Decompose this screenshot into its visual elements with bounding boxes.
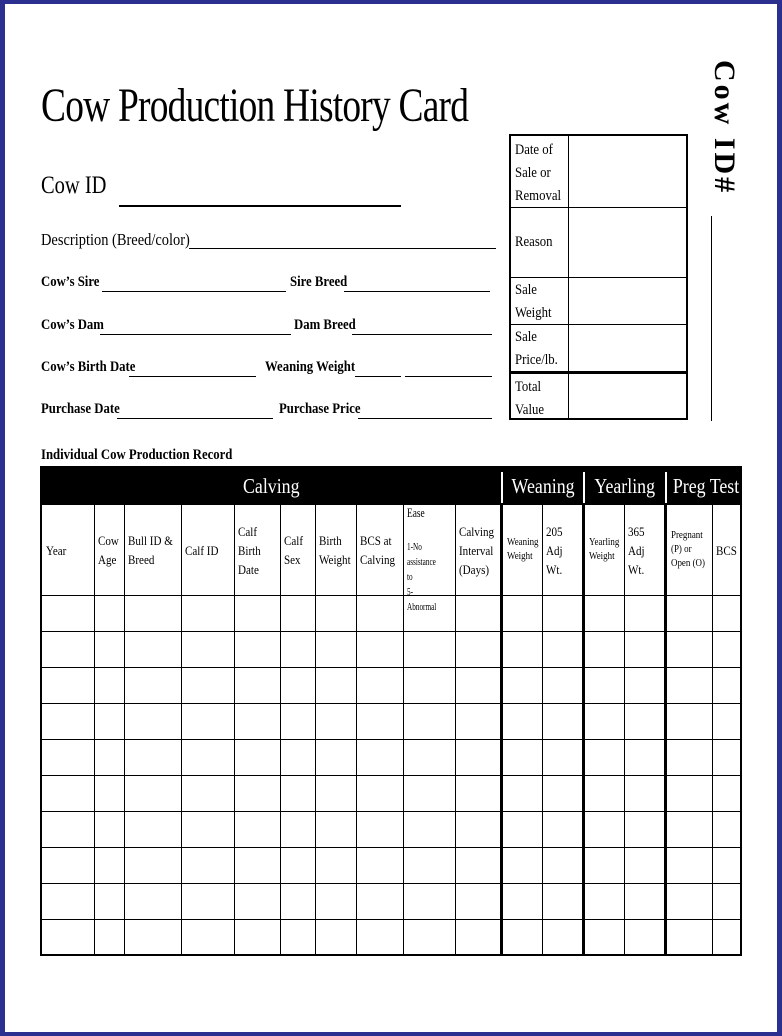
purchase-date-input-line[interactable] [117,418,273,419]
sale-date-label-1: Date of [515,142,553,158]
col-header-205-adj-wt-text: 205 Adj Wt. [546,523,563,577]
col-header-yearling-weight-text: Yearling Weight [589,537,620,562]
group-yearling [585,468,665,505]
col-header-year-text: Year [46,542,67,558]
col-header-bull-id-text: Bull ID & Breed [128,533,173,567]
reason-label: Reason [515,234,553,250]
col-header-cow-age [94,505,124,595]
sale-price-label-1: Sale [515,329,537,345]
sale-date-label-3: Removal [515,188,562,204]
weaning-weight-input-line-2[interactable] [405,376,492,377]
col-header-365-adj-wt-text: 365 Adj Wt. [628,523,645,577]
description-label: Description (Breed/color) [41,230,190,249]
col-header-yearling-weight [585,505,624,595]
col-header-calf-id [181,505,234,595]
col-header-calving-interval [455,505,500,595]
col-header-bcs-text: BCS [716,542,737,558]
col-header-bull-id [124,505,181,595]
col-header-calving-interval-text: Calving Interval (Days) [459,523,494,577]
sale-weight-label-2: Weight [515,305,552,321]
sale-price-label-2: Price/lb. [515,352,558,368]
col-header-calf-birth-date [234,505,280,595]
col-header-birth-weight-text: Birth Weight [319,533,351,567]
total-value-label-2: Value [515,402,545,418]
col-header-calf-birth-date-text: Calf Birth Date [238,523,261,577]
dam-label: Cow’s Dam [41,317,104,333]
vertical-cow-id-label: Cow ID# [708,60,741,196]
dam-breed-label: Dam Breed [294,317,356,333]
dam-input-line[interactable] [100,334,291,335]
col-header-365-adj-wt [624,505,664,595]
col-header-pregnant-open [667,505,712,595]
purchase-price-label: Purchase Price [279,401,361,417]
col-header-calf-id-text: Calf ID [185,542,219,558]
col-header-bcs-calving-text: BCS at Calving [360,533,395,567]
sire-breed-label: Sire Breed [290,274,348,290]
group-preg-test [667,468,742,505]
card-page [5,4,777,1032]
sale-weight-label-1: Sale [515,282,537,298]
group-weaning [503,468,583,505]
record-title: Individual Cow Production Record [41,447,233,463]
group-yearling-label: Yearling [594,474,656,498]
sire-input-line[interactable] [102,291,286,292]
sire-breed-input-line[interactable] [344,291,490,292]
group-preg-test-label: Preg Test [672,474,740,498]
col-header-bcs [712,505,742,595]
col-header-calf-sex [280,505,315,595]
col-header-calving-ease [403,486,455,613]
col-header-weaning-weight-text: Weaning Weight [507,537,539,562]
col-header-calving-ease-scale: 1-No assistance to 5-Abnormal [407,541,437,613]
vertical-cow-id-line[interactable] [711,216,712,421]
group-weaning-label: Weaning [511,474,575,498]
record-entry-area[interactable] [42,595,740,954]
col-header-birth-weight [315,505,356,595]
col-header-weaning-weight [503,505,542,595]
cow-id-label: Cow ID [41,172,107,199]
purchase-price-input-line[interactable] [358,418,492,419]
col-header-calf-sex-text: Calf Sex [284,533,304,567]
description-input-line[interactable] [189,248,496,249]
total-value-label-1: Total [515,379,542,395]
weaning-weight-label: Weaning Weight [265,359,356,375]
col-header-calving-ease-title: Calving Ease [407,486,437,520]
col-header-cow-age-text: Cow Age [98,533,119,567]
purchase-date-label: Purchase Date [41,401,120,417]
production-record-table [40,466,742,956]
sale-removal-box [509,134,688,420]
birth-date-label: Cow’s Birth Date [41,359,136,375]
sire-label: Cow’s Sire [41,274,100,290]
card-title: Cow Production History Card [41,79,469,132]
col-header-pregnant-open-text: Pregnant (P) or Open (O) [671,530,705,569]
col-header-bcs-calving [356,505,403,595]
sale-date-label-2: Sale or [515,165,551,181]
group-calving-label: Calving [243,474,300,498]
col-header-year [42,505,94,595]
col-header-205-adj-wt [542,505,582,595]
birth-date-input-line[interactable] [129,376,256,377]
weaning-weight-input-line-1[interactable] [355,376,401,377]
cow-id-input-line[interactable] [119,205,401,207]
dam-breed-input-line[interactable] [352,334,492,335]
